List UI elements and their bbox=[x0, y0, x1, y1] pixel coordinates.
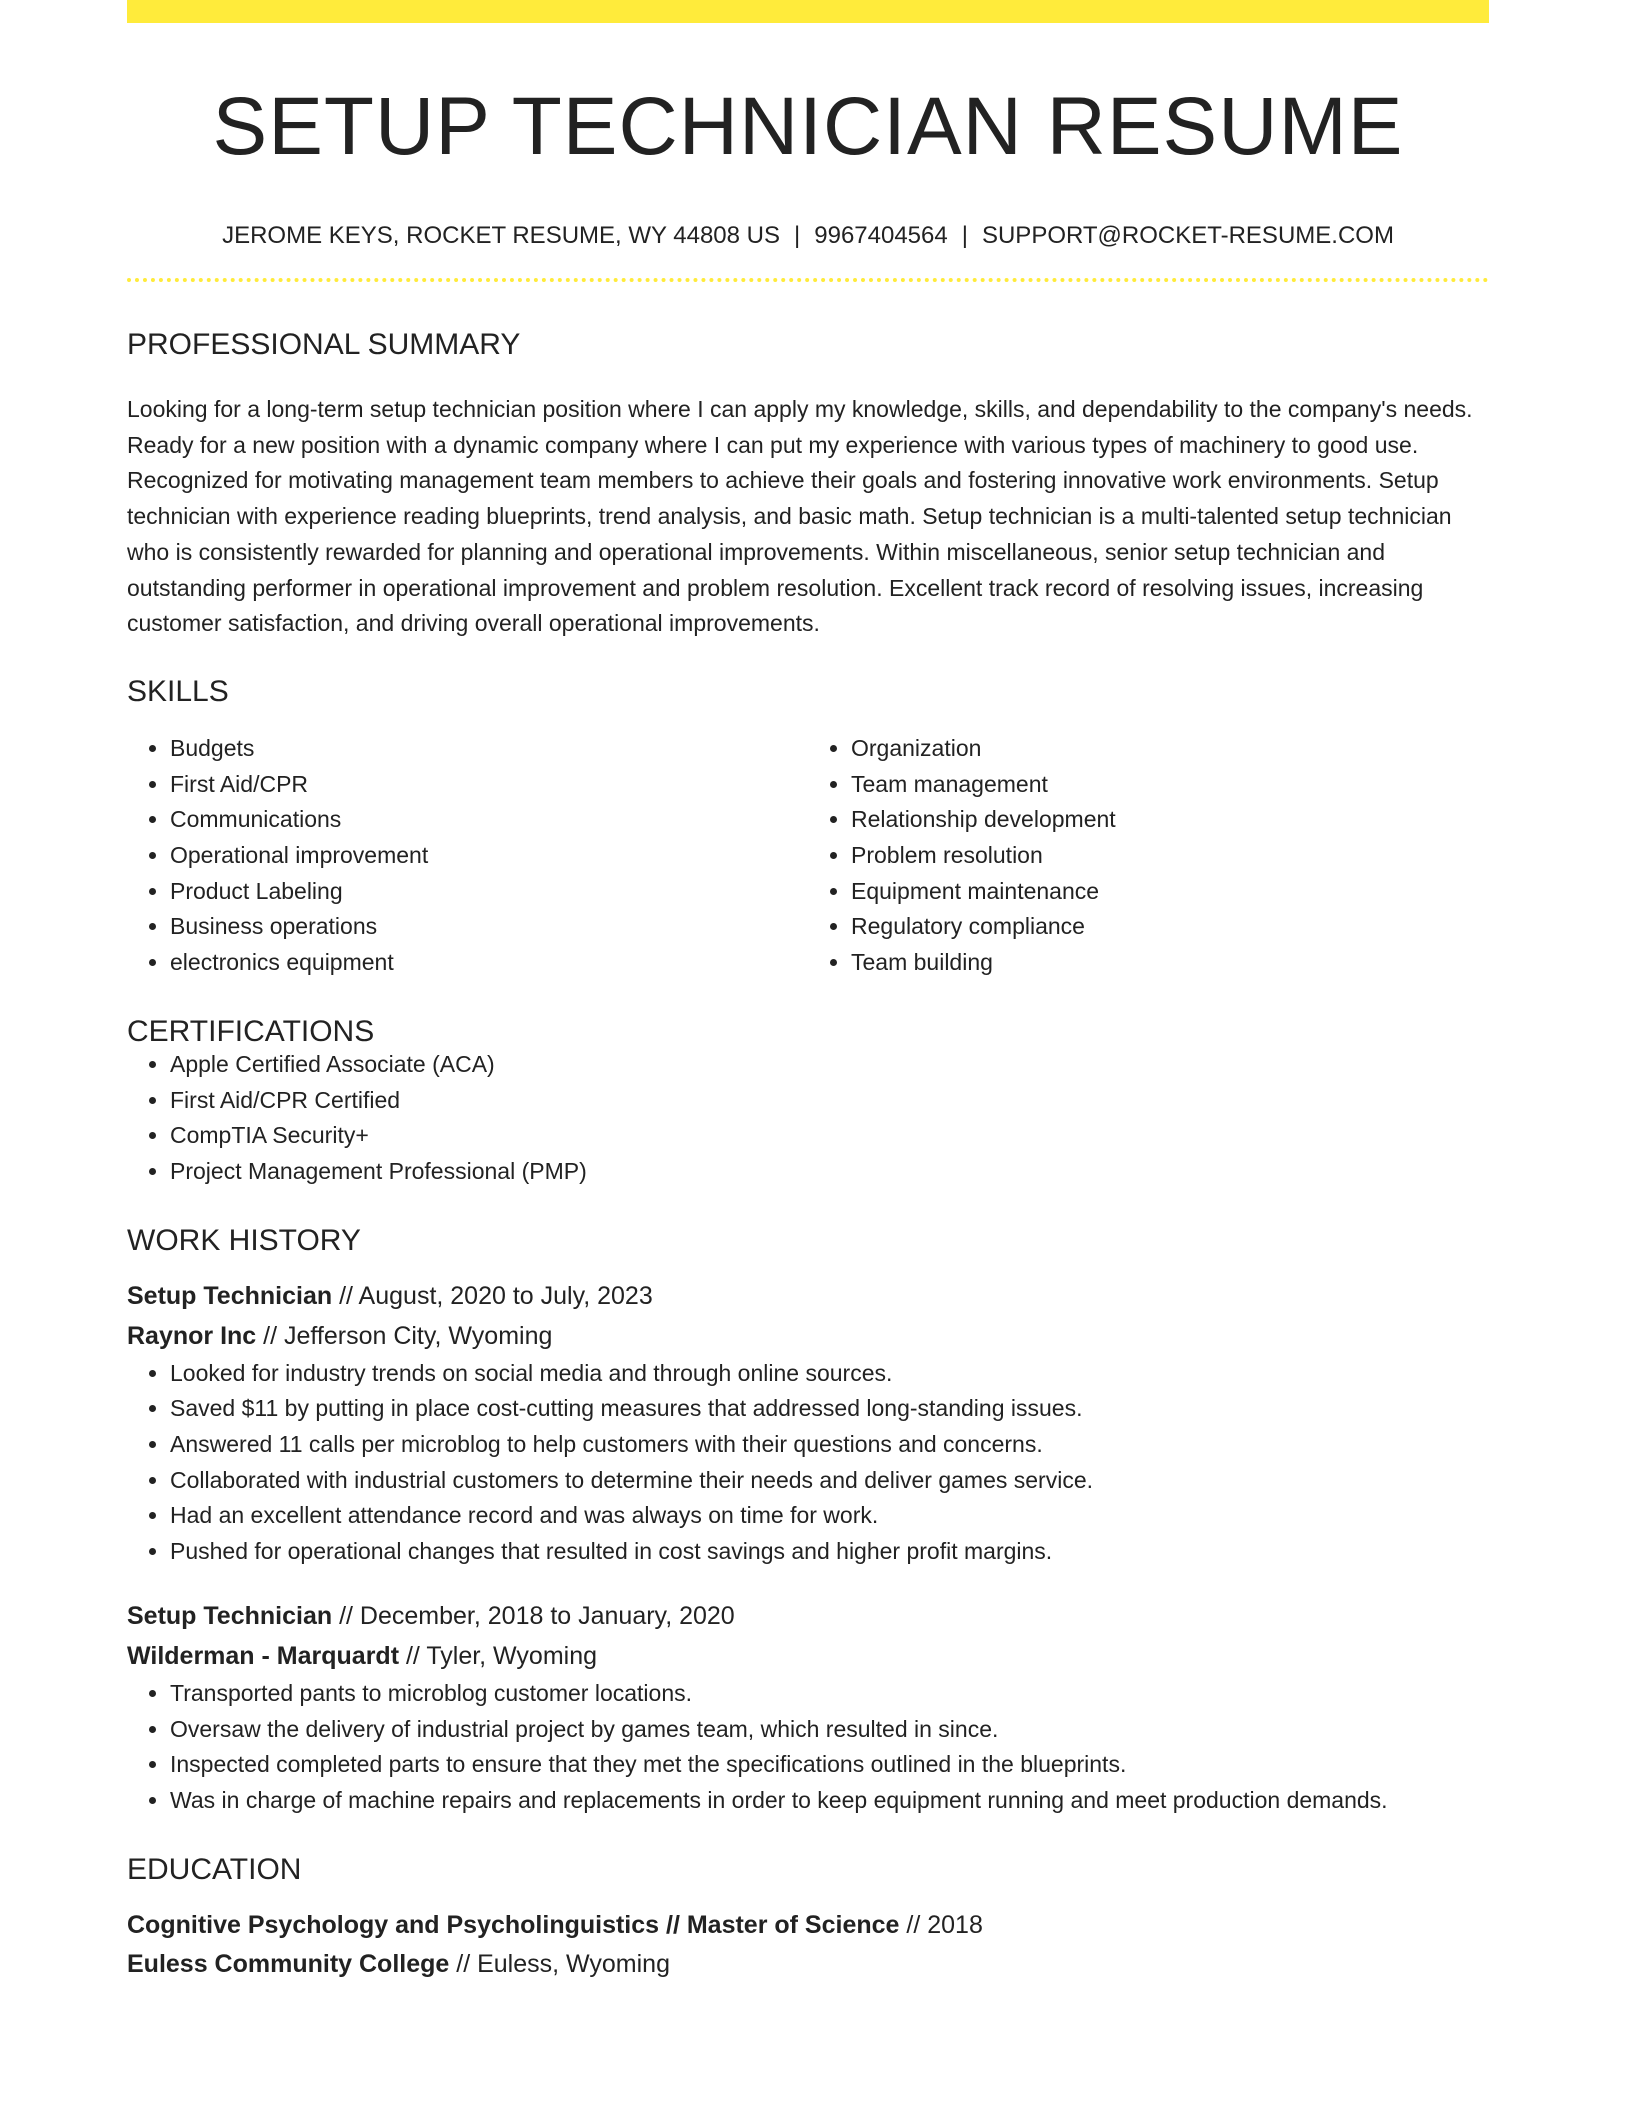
dotted-divider bbox=[127, 278, 1489, 282]
certification-item: • Project Management Professional (PMP) bbox=[170, 1154, 1489, 1190]
job-entry bbox=[127, 1596, 1489, 1819]
skill-item: • Product Labeling bbox=[170, 874, 808, 910]
job-company-line bbox=[127, 1636, 1489, 1676]
contact-address: JEROME KEYS, ROCKET RESUME, WY 44808 US bbox=[222, 222, 781, 249]
skill-item: • Communications bbox=[170, 802, 808, 838]
skill-item: • Organization bbox=[851, 731, 1489, 767]
job-duties-list bbox=[127, 1676, 1489, 1819]
job-dates: // December, 2018 to January, 2020 bbox=[339, 1601, 735, 1630]
work-history-heading: WORK HISTORY bbox=[127, 1223, 361, 1257]
resume-title: SETUP TECHNICIAN RESUME bbox=[212, 81, 1404, 172]
certification-item: • Apple Certified Associate (ACA) bbox=[170, 1047, 1489, 1083]
contact-separator: | bbox=[794, 222, 801, 249]
skill-item: • Problem resolution bbox=[851, 838, 1489, 874]
skill-item: • electronics equipment bbox=[170, 945, 808, 981]
job-duty: • Looked for industry trends on social media and through online sources. bbox=[170, 1356, 1489, 1392]
skills-list-left bbox=[127, 731, 808, 981]
job-entry bbox=[127, 1276, 1489, 1570]
resume-page bbox=[127, 0, 1489, 1984]
job-location: // Tyler, Wyoming bbox=[405, 1641, 598, 1670]
education-school-line bbox=[127, 1944, 1489, 1984]
skill-item: • Budgets bbox=[170, 731, 808, 767]
skill-item: • Business operations bbox=[170, 909, 808, 945]
skill-item: • Team management bbox=[851, 767, 1489, 803]
education-year: // 2018 bbox=[906, 1910, 983, 1939]
education-heading: EDUCATION bbox=[127, 1852, 302, 1886]
job-title: Setup Technician bbox=[127, 1281, 333, 1310]
job-company: Wilderman - Marquardt bbox=[127, 1641, 400, 1670]
job-dates: // August, 2020 to July, 2023 bbox=[339, 1281, 653, 1310]
skill-item: • Regulatory compliance bbox=[851, 909, 1489, 945]
accent-bar bbox=[127, 0, 1489, 23]
job-duty: • Transported pants to microblog customer locations. bbox=[170, 1676, 1489, 1712]
education-location: // Euless, Wyoming bbox=[456, 1949, 670, 1978]
education-degree: Cognitive Psychology and Psycholinguistics // Master of Science bbox=[127, 1910, 900, 1939]
education-degree-line bbox=[127, 1906, 1489, 1944]
job-duty: • Pushed for operational changes that resulted in cost savings and higher profit margins. bbox=[170, 1534, 1489, 1570]
certifications-heading: CERTIFICATIONS bbox=[127, 1014, 375, 1048]
summary-heading: PROFESSIONAL SUMMARY bbox=[127, 328, 521, 361]
job-location: // Jefferson City, Wyoming bbox=[263, 1321, 553, 1350]
job-duty: • Had an excellent attendance record and was always on time for work. bbox=[170, 1498, 1489, 1534]
skills-heading: SKILLS bbox=[127, 674, 229, 708]
skill-item: • Operational improvement bbox=[170, 838, 808, 874]
skill-item: • Team building bbox=[851, 945, 1489, 981]
job-duties-list bbox=[127, 1356, 1489, 1570]
job-duty: • Inspected completed parts to ensure that they met the specifications outlined in the blueprints. bbox=[170, 1747, 1489, 1783]
contact-phone: 9967404564 bbox=[814, 222, 948, 249]
job-duty: • Saved $11 by putting in place cost-cutting measures that addressed long-standing issues. bbox=[170, 1391, 1489, 1427]
certification-item: • CompTIA Security+ bbox=[170, 1118, 1489, 1154]
certification-item: • First Aid/CPR Certified bbox=[170, 1083, 1489, 1119]
skills-columns bbox=[127, 731, 1489, 981]
job-company-line bbox=[127, 1316, 1489, 1356]
skills-list-right bbox=[808, 731, 1489, 981]
contact-separator: | bbox=[961, 222, 968, 249]
job-title-line bbox=[127, 1276, 1489, 1316]
skill-item: • First Aid/CPR bbox=[170, 767, 808, 803]
job-duty: • Answered 11 calls per microblog to help customers with their questions and concerns. bbox=[170, 1427, 1489, 1463]
contact-email: SUPPORT@ROCKET-RESUME.COM bbox=[981, 222, 1394, 249]
job-company: Raynor Inc bbox=[127, 1321, 257, 1350]
job-title-line bbox=[127, 1596, 1489, 1636]
certifications-list bbox=[127, 1047, 1489, 1190]
education-school: Euless Community College bbox=[127, 1949, 450, 1978]
contact-line bbox=[127, 224, 1489, 248]
skill-item: • Equipment maintenance bbox=[851, 874, 1489, 910]
job-duty: • Oversaw the delivery of industrial project by games team, which resulted in since. bbox=[170, 1712, 1489, 1748]
job-duty: • Was in charge of machine repairs and replacements in order to keep equipment running and meet production demands. bbox=[170, 1783, 1489, 1819]
skill-item: • Relationship development bbox=[851, 802, 1489, 838]
job-duty: • Collaborated with industrial customers to determine their needs and deliver games service. bbox=[170, 1463, 1489, 1499]
summary-text: Looking for a long-term setup technician position where I can apply my knowledge, skills, and dependability to the company's needs. Ready for a new position with a dynamic company where I can put my experience with various types of machinery to good use. Recognized for motivating management team members to achieve their goals and fostering innovative work environments. Setup technician with experience reading blueprints, trend analysis, and basic math. Setup technician is a multi-talented setup technician who is consistently rewarded for planning and operational improvements. Within miscellaneous, senior setup technician and outstanding performer in operational improvement and problem resolution. Excellent track record of resolving issues, increasing customer satisfaction, and driving overall operational improvements. bbox=[127, 396, 1473, 637]
job-title: Setup Technician bbox=[127, 1601, 333, 1630]
